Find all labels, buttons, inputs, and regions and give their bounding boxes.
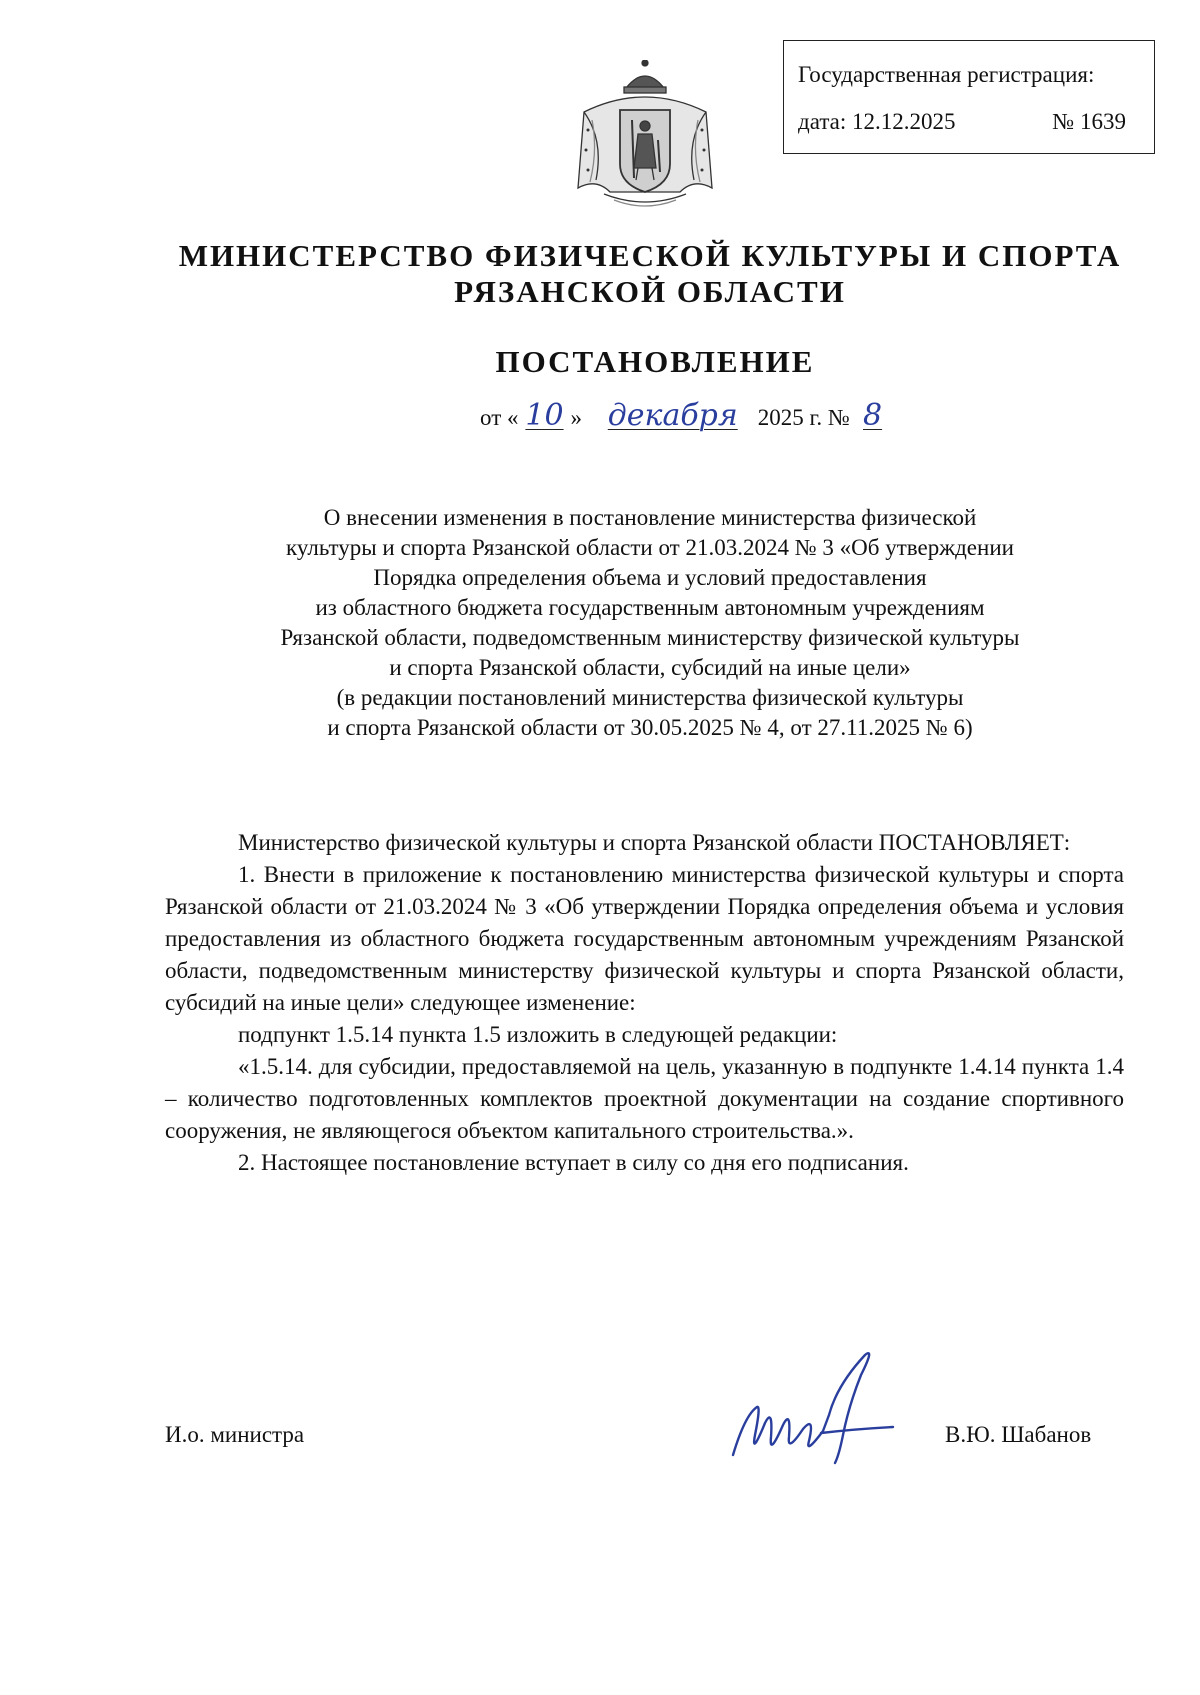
signatory-name: В.Ю. Шабанов (945, 1422, 1092, 1447)
body-intro: Министерство физической культуры и спорта Рязанской области ПОСТАНОВЛЯЕТ: (238, 830, 1071, 855)
heading-line: и спорта Рязанской области, субсидий на иные цели» (389, 655, 911, 680)
heading-line: Рязанской области, подведомственным министерству физической культуры (280, 625, 1020, 650)
heading-line: и спорта Рязанской области от 30.05.2025 № 4, от 27.11.2025 № 6) (327, 715, 973, 740)
handwritten-signature (725, 1345, 905, 1470)
body-item-1: 1. Внести в приложение к постановлению министерства физической культуры и спорта Рязанской области от 21.03.2024 № 3 «Об утверждении Порядка определения объема и условия предоставления из областного бюджета государственным автономным учреждениям Рязанской области, подведомственным министерству физической культуры и спорта Рязанской области, субсидий на иные цели» следующее изменение: (165, 862, 1124, 1015)
heading-line: (в редакции постановлений министерства физической культуры (336, 685, 964, 710)
ministry-name-line-2: РЯЗАНСКОЙ ОБЛАСТИ (454, 274, 846, 309)
body-item-2: 2. Настоящее постановление вступает в силу со дня его подписания. (238, 1150, 909, 1175)
body-quoted-amendment: «1.5.14. для субсидии, предоставляемой на цель, указанную в подпункте 1.4.14 пункта 1.4 – количество подготовленных комплектов проектной документации на создание спортивного сооружения, не являющегося объектом капитального строительства.». (165, 1054, 1124, 1143)
registration-date: дата: 12.12.2025 (798, 109, 956, 134)
document-dateline (480, 398, 890, 458)
signatory-position: И.о. министра (165, 1422, 305, 1447)
registration-number: № 1639 (1052, 109, 1126, 134)
dateline-number: 8 (863, 398, 883, 433)
document-heading (160, 503, 1140, 743)
ministry-name-line-1: МИНИСТЕРСТВО ФИЗИЧЕСКОЙ КУЛЬТУРЫ И СПОРТА (178, 238, 1122, 273)
heading-line: Порядка определения объема и условий предоставления (373, 565, 927, 590)
body-subitem: подпункт 1.5.14 пункта 1.5 изложить в следующей редакции: (238, 1022, 838, 1047)
dateline-prefix: от « (480, 405, 519, 430)
document-body (165, 827, 1124, 1179)
dateline-year: 2025 г. № (757, 405, 850, 430)
state-registration-stamp (783, 40, 1155, 154)
dateline-day: 10 (525, 398, 564, 433)
ryazan-coat-of-arms-icon (574, 60, 716, 214)
dateline-month: декабря (607, 398, 738, 433)
heading-line: О внесении изменения в постановление министерства физической (323, 505, 977, 530)
heading-line: из областного бюджета государственным автономным учреждениям (315, 595, 985, 620)
heading-line: культуры и спорта Рязанской области от 21.03.2024 № 3 «Об утверждении (286, 535, 1014, 560)
document-type-title: ПОСТАНОВЛЕНИЕ (495, 344, 815, 379)
dateline-quote-close: » (570, 405, 582, 430)
ministry-name (0, 238, 1200, 310)
registration-title: Государственная регистрация: (798, 62, 1095, 87)
